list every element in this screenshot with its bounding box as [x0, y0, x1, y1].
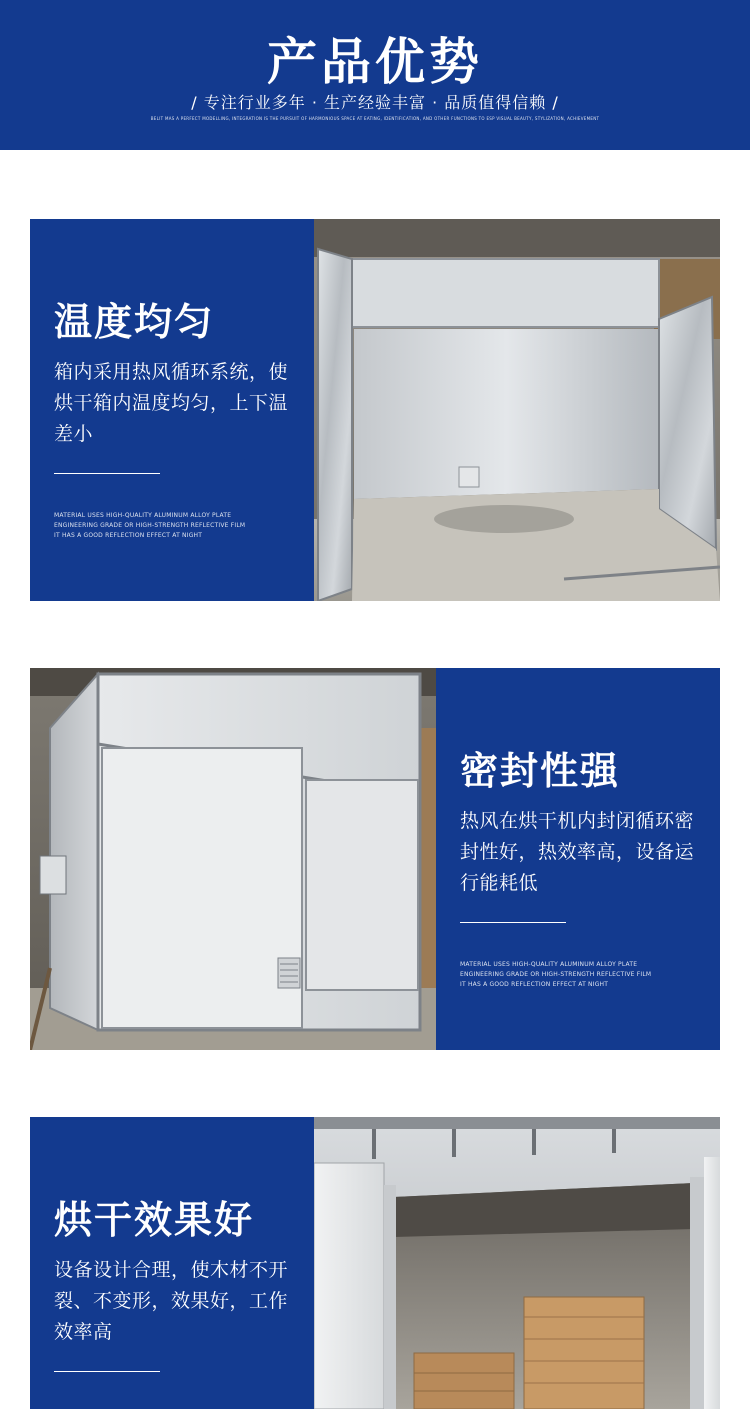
feature-card-drying-effect — [30, 1117, 720, 1409]
page-title: 产品优势 — [267, 33, 483, 91]
feature-english-line: IT HAS A GOOD REFLECTION EFFECT AT NIGHT — [460, 981, 609, 988]
feature-text-panel — [30, 219, 314, 601]
feature-description: 热风在烘干机内封闭循环密封性好，热效率高，设备运行能耗低 — [460, 810, 695, 894]
feature-divider — [54, 473, 160, 474]
feature-english-text — [54, 511, 304, 541]
feature-divider — [460, 922, 566, 923]
feature-title: 密封性强 — [460, 749, 621, 793]
header-banner — [0, 0, 750, 150]
header-tiny-text: BELIT MAS A PERFECT MODELLING, INTEGRATION IS THE PURSUIT OF HARMONIOUS SPACE AT EATING, IDENTIFICATION, AND OTHER FUNCTIONS TO ESP VISUAL BEAUTY, STYLIZATION, ACHIEVEMENT — [150, 116, 600, 121]
feature-english-line: ENGINEERING GRADE OR HIGH-STRENGTH REFLECTIVE FILM — [460, 971, 652, 978]
page-subtitle: / 专注行业多年 · 生产经验丰富 · 品质值得信赖 / — [191, 93, 559, 112]
feature-text-panel — [436, 668, 720, 1050]
feature-english-line: ENGINEERING GRADE OR HIGH-STRENGTH REFLECTIVE FILM — [54, 522, 246, 529]
feature-description: 箱内采用热风循环系统，使烘干箱内温度均匀，上下温差小 — [54, 361, 289, 445]
wood-stack-in-drying-room-photo — [314, 1117, 720, 1409]
feature-card-sealing — [30, 668, 720, 1050]
feature-text-panel — [30, 1117, 314, 1409]
feature-english-line: MATERIAL USES HIGH-QUALITY ALUMINUM ALLOY PLATE — [54, 512, 232, 519]
feature-english-line: MATERIAL USES HIGH-QUALITY ALUMINUM ALLOY PLATE — [460, 961, 638, 968]
open-drying-room-interior-photo — [314, 219, 720, 601]
closed-drying-room-exterior-photo — [30, 668, 436, 1050]
feature-english-line: IT HAS A GOOD REFLECTION EFFECT AT NIGHT — [54, 532, 203, 539]
feature-english-text — [460, 960, 710, 990]
feature-title: 烘干效果好 — [54, 1198, 255, 1242]
feature-description: 设备设计合理，使木材不开裂、不变形，效果好，工作效率高 — [54, 1259, 289, 1343]
feature-divider — [54, 1371, 160, 1372]
feature-title: 温度均匀 — [54, 300, 215, 344]
feature-card-temperature — [30, 219, 720, 601]
